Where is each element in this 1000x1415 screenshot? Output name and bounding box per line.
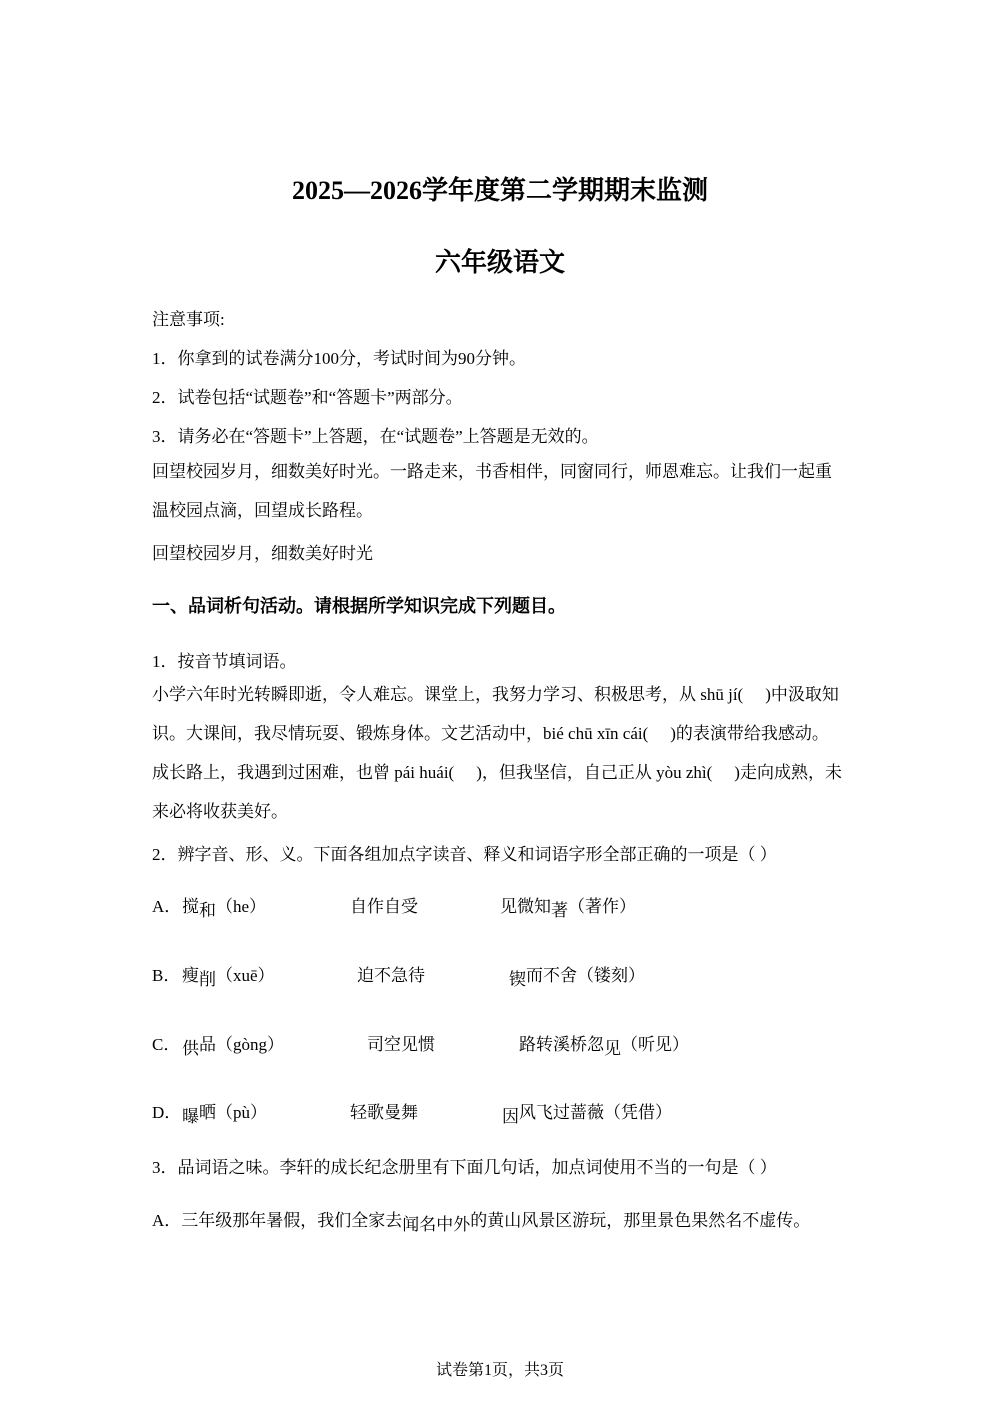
option-d-word-1 xyxy=(182,1098,267,1126)
option-d-label: D． xyxy=(152,1103,182,1122)
exam-title: 2025—2026学年度第二学期期末监测 xyxy=(291,176,708,205)
option-b-pinyin: （xuē） xyxy=(216,966,275,985)
option-c-word-1-text: 品（gòng） xyxy=(199,1035,284,1054)
notes-heading: 注意事项: xyxy=(152,310,225,329)
question-1-stem: 1．按音节填词语。 xyxy=(152,652,297,671)
option-d-word-2: 轻歌曼舞 xyxy=(350,1103,418,1122)
intro-line: 回望校园岁月，细数美好时光 xyxy=(152,544,373,563)
option-c-word-3-gloss: （听见） xyxy=(621,1035,689,1054)
passage-part-2: )中汲取知识。大课间，我尽情玩耍、锻炼身体。文艺活动中，bié chū xīn cái( xyxy=(152,685,839,743)
option-a-label: A． xyxy=(152,897,182,916)
option-d-dotted-char: 曝 xyxy=(182,1107,199,1126)
page-footer: 试卷第1页，共3页 xyxy=(435,1362,564,1379)
option-c-word-3-dotted: 见 xyxy=(604,1039,621,1058)
option-c-word-1 xyxy=(182,1030,284,1058)
option-c-dotted-char: 供 xyxy=(182,1039,199,1058)
note-item-3: 3．请务必在“答题卡”上答题，在“试题卷”上答题是无效的。 xyxy=(152,427,599,446)
question-3-stem: 3．品词语之味。李轩的成长纪念册里有下面几句话，加点词使用不当的一句是（ ） xyxy=(152,1158,777,1177)
option-d-word-1-text: 晒（pù） xyxy=(199,1103,267,1122)
passage-part-5: )走向成熟，未来必将收获美好。 xyxy=(152,763,842,821)
option-a-dotted-char: 和 xyxy=(199,901,216,920)
q3-option-a-dotted-word: 闻名中外 xyxy=(402,1215,471,1234)
question-2-stem: 2．辨字音、形、义。下面各组加点字读音、释义和词语字形全部正确的一项是（ ） xyxy=(152,845,777,864)
q3-option-a-text-1: A．三年级那年暑假，我们全家去 xyxy=(152,1211,403,1230)
q3-option-a-text-2: 的黄山风景区游玩，那里景色果然名不虚传。 xyxy=(470,1211,811,1230)
option-c-word-3-text: 路转溪桥忽 xyxy=(519,1035,604,1054)
passage-part-4: )，但我坚信，自己正从 yòu zhì( xyxy=(476,763,713,782)
note-item-1: 1．你拿到的试卷满分100分，考试时间为90分钟。 xyxy=(152,349,526,368)
option-a-word-1 xyxy=(182,892,267,920)
intro-paragraph: 回望校园岁月，细数美好时光。一路走来，书香相伴，同窗同行，师恩难忘。让我们一起重温校园点滴，回望成长路程。 xyxy=(152,462,832,520)
option-b-dotted-char: 削 xyxy=(199,970,216,989)
option-c-word-2: 司空见惯 xyxy=(367,1035,435,1054)
option-c-word-3 xyxy=(519,1030,689,1058)
option-b-word-3-text: 而不舍（镂刻） xyxy=(526,966,645,985)
question-1-passage xyxy=(152,675,842,831)
option-b-word-3-dotted: 锲 xyxy=(509,970,526,989)
option-b-word-2: 迫不急待 xyxy=(357,966,425,985)
option-b-label: B． xyxy=(152,966,181,985)
option-a-pinyin: （he） xyxy=(216,897,267,916)
option-b-word-1 xyxy=(182,961,275,989)
option-d-word-3-dotted: 因 xyxy=(502,1107,519,1126)
option-d-word-3 xyxy=(502,1098,672,1126)
option-c-label: C． xyxy=(152,1035,181,1054)
section-heading: 一、品词析句活动。请根据所学知识完成下列题目。 xyxy=(152,596,566,616)
question-3-option-a xyxy=(152,1206,811,1234)
option-a-word-2: 自作自受 xyxy=(350,897,418,916)
option-a-word-3 xyxy=(500,892,636,920)
passage-part-3: )的表演带给我感动。成长路上，我遇到过困难，也曾 pái huái( xyxy=(152,724,829,782)
exam-subtitle: 六年级语文 xyxy=(434,248,565,277)
option-a-word-3-dotted: 著 xyxy=(551,901,568,920)
option-a-word-3-gloss: （著作） xyxy=(568,897,636,916)
option-b-word-1-char: 瘦 xyxy=(182,966,199,985)
option-a-word-1-char: 搅 xyxy=(182,897,199,916)
passage-part-1: 小学六年时光转瞬即逝，令人难忘。课堂上，我努力学习、积极思考，从 shū jí( xyxy=(152,685,744,704)
option-b-word-3 xyxy=(509,961,645,989)
option-a-word-3-text: 见微知 xyxy=(500,897,551,916)
option-d-word-3-text: 风飞过蔷薇（凭借） xyxy=(519,1103,672,1122)
note-item-2: 2．试卷包括“试题卷”和“答题卡”两部分。 xyxy=(152,388,463,407)
